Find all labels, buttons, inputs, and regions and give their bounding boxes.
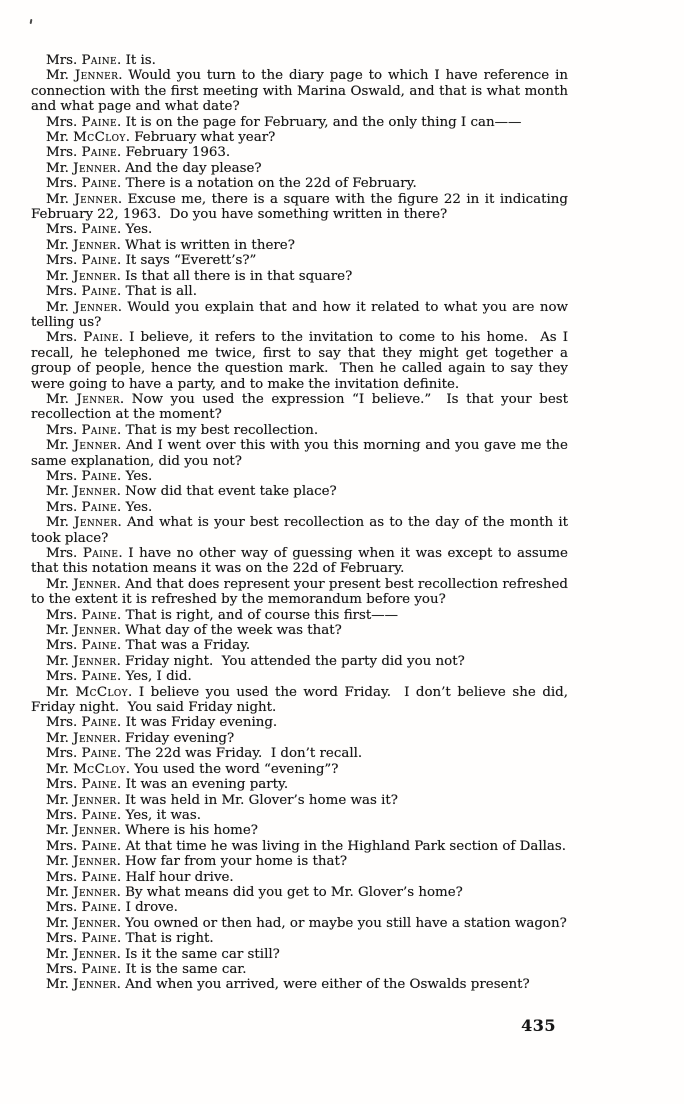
transcript-paragraph <box>31 808 568 823</box>
speaker-label <box>46 669 121 684</box>
speaker-label <box>46 746 121 761</box>
speaker-name: Jenner <box>73 576 117 592</box>
speaker-label <box>46 438 121 453</box>
speaker-label <box>46 330 123 345</box>
speaker-suffix: . <box>117 422 122 438</box>
speaker-prefix: Mr. <box>46 576 69 592</box>
paragraph-text: It was an evening party. <box>125 777 289 793</box>
speaker-label <box>46 885 121 900</box>
speaker-name: Jenner <box>73 160 117 176</box>
transcript-paragraph <box>31 854 568 869</box>
speaker-suffix: . <box>117 669 122 685</box>
paragraph-text: It was held in Mr. Glover’s home was it? <box>125 792 398 808</box>
speaker-suffix: . <box>118 68 123 84</box>
speaker-prefix: Mrs. <box>46 284 78 300</box>
speaker-suffix: . <box>125 761 130 777</box>
speaker-label <box>46 192 122 207</box>
speaker-name: Paine <box>81 715 118 731</box>
speaker-name: Jenner <box>73 268 117 284</box>
paragraph-text: How far from your home is that? <box>125 854 348 870</box>
paragraph-text: That is right, and of course this first—— <box>125 607 399 623</box>
speaker-prefix: Mr. <box>46 299 69 315</box>
page-number: 435 <box>521 1016 556 1035</box>
speaker-suffix: . <box>117 299 122 315</box>
speaker-prefix: Mrs. <box>46 499 78 515</box>
transcript-paragraph <box>31 654 568 669</box>
paragraph-text: Where is his home? <box>125 823 258 839</box>
transcript-paragraph <box>31 269 568 284</box>
transcript <box>31 53 568 993</box>
speaker-prefix: Mr. <box>46 915 69 931</box>
transcript-paragraph <box>31 192 568 223</box>
speaker-name: Paine <box>81 145 118 161</box>
speaker-prefix: Mrs. <box>46 931 78 947</box>
speaker-suffix: . <box>117 253 122 269</box>
speaker-label <box>46 731 121 746</box>
speaker-prefix: Mr. <box>46 268 69 284</box>
transcript-paragraph <box>31 762 568 777</box>
transcript-paragraph <box>31 793 568 808</box>
scan-artifact-mark <box>30 19 33 24</box>
speaker-name: Paine <box>81 638 118 654</box>
speaker-prefix: Mrs. <box>46 222 78 238</box>
speaker-suffix: . <box>116 823 121 839</box>
paragraph-text: I drove. <box>125 900 178 916</box>
speaker-prefix: Mr. <box>46 884 69 900</box>
speaker-prefix: Mrs. <box>46 145 78 161</box>
speaker-prefix: Mr. <box>46 653 69 669</box>
speaker-suffix: . <box>118 330 124 346</box>
speaker-suffix: . <box>117 499 122 515</box>
paragraph-text: What day of the week was that? <box>125 623 342 639</box>
speaker-prefix: Mrs. <box>46 715 78 731</box>
speaker-suffix: . <box>116 160 121 176</box>
speaker-prefix: Mr. <box>46 854 69 870</box>
speaker-label <box>46 423 121 438</box>
transcript-paragraph <box>31 392 568 423</box>
speaker-name: Paine <box>81 176 118 192</box>
speaker-name: Paine <box>81 284 118 300</box>
speaker-prefix: Mr. <box>46 792 69 808</box>
transcript-paragraph <box>31 608 568 623</box>
speaker-name: Paine <box>81 777 118 793</box>
speaker-suffix: . <box>117 114 122 130</box>
speaker-suffix: . <box>116 653 121 669</box>
speaker-prefix: Mrs. <box>46 838 78 854</box>
paragraph-text: Would you explain that and how it related to what you are now telling us? <box>31 299 568 330</box>
speaker-prefix: Mrs. <box>46 961 78 977</box>
paragraph-text: Half hour drive. <box>125 869 234 885</box>
speaker-name: Jenner <box>74 515 118 531</box>
transcript-paragraph <box>31 669 568 684</box>
speaker-prefix: Mr. <box>46 946 69 962</box>
transcript-paragraph <box>31 161 568 176</box>
speaker-label <box>46 962 121 977</box>
paragraph-text: February 1963. <box>125 145 231 161</box>
paragraph-text: Now you used the expression “I believe.” Is that your best recollection at the moment? <box>31 391 568 423</box>
speaker-name: Jenner <box>73 792 117 808</box>
paragraph-text: And I went over this with you this morning and you gave me the same explanation, did you not? <box>31 438 568 469</box>
speaker-name: Paine <box>81 53 118 68</box>
speaker-suffix: . <box>117 715 122 731</box>
paragraph-text: You owned or then had, or maybe you still have a station wagon? <box>125 915 567 931</box>
paragraph-text: Now did that event take place? <box>125 484 337 500</box>
speaker-prefix: Mr. <box>46 438 69 454</box>
speaker-prefix: Mr. <box>46 68 69 84</box>
speaker-suffix: . <box>116 576 121 592</box>
transcript-paragraph <box>31 469 568 484</box>
speaker-name: Paine <box>81 838 118 854</box>
speaker-name: Jenner <box>73 854 117 870</box>
speaker-suffix: . <box>118 546 123 561</box>
paragraph-text: Friday night. You attended the party did you not? <box>125 653 465 669</box>
speaker-label <box>46 608 121 623</box>
transcript-paragraph <box>31 900 568 915</box>
speaker-label <box>46 870 121 885</box>
transcript-paragraph <box>31 685 568 716</box>
speaker-prefix: Mr. <box>46 515 69 531</box>
paragraph-text: Is it the same car still? <box>125 946 280 962</box>
speaker-suffix: . <box>117 638 122 654</box>
speaker-label <box>46 222 121 237</box>
paragraph-text: And when you arrived, were either of the Oswalds present? <box>125 977 530 993</box>
transcript-paragraph <box>31 777 568 792</box>
speaker-prefix: Mrs. <box>46 468 78 484</box>
transcript-paragraph <box>31 916 568 931</box>
speaker-label <box>46 623 121 638</box>
speaker-suffix: . <box>116 915 121 931</box>
paragraph-text: By what means did you get to Mr. Glover’s home? <box>125 884 463 900</box>
transcript-paragraph <box>31 746 568 761</box>
paragraph-text: It says “Everett’s?” <box>125 253 257 269</box>
speaker-suffix: . <box>117 607 122 623</box>
paragraph-text: At that time he was living in the Highland Park section of Dallas. <box>125 838 567 854</box>
speaker-prefix: Mrs. <box>46 777 78 793</box>
speaker-prefix: Mrs. <box>46 253 78 269</box>
speaker-suffix: . <box>117 515 122 531</box>
paragraph-text: Yes. <box>125 468 153 484</box>
transcript-paragraph <box>31 145 568 160</box>
speaker-prefix: Mrs. <box>46 114 78 130</box>
speaker-label <box>46 715 121 730</box>
speaker-label <box>46 854 121 869</box>
speaker-prefix: Mrs. <box>46 869 78 885</box>
transcript-paragraph <box>31 115 568 130</box>
speaker-label <box>46 484 121 499</box>
speaker-prefix: Mr. <box>46 823 69 839</box>
transcript-paragraph <box>31 238 568 253</box>
speaker-name: Paine <box>81 499 118 515</box>
speaker-label <box>46 916 121 931</box>
paragraph-text: That is all. <box>125 284 197 300</box>
speaker-label <box>46 577 121 592</box>
transcript-paragraph <box>31 638 568 653</box>
speaker-label <box>46 900 121 915</box>
speaker-prefix: Mrs. <box>46 546 78 561</box>
speaker-suffix: . <box>125 130 130 146</box>
speaker-name: McCloy <box>73 761 126 777</box>
transcript-paragraph <box>31 130 568 145</box>
speaker-suffix: . <box>117 53 122 68</box>
speaker-suffix: . <box>117 838 122 854</box>
transcript-paragraph <box>31 715 568 730</box>
speaker-suffix: . <box>117 900 122 916</box>
speaker-prefix: Mrs. <box>46 607 78 623</box>
speaker-suffix: . <box>117 468 122 484</box>
transcript-paragraph <box>31 947 568 962</box>
speaker-name: McCloy <box>75 684 128 700</box>
paragraph-text: It is the same car. <box>125 961 247 977</box>
speaker-label <box>46 145 121 160</box>
transcript-paragraph <box>31 515 568 546</box>
transcript-paragraph <box>31 222 568 237</box>
paragraph-text: It was Friday evening. <box>125 715 278 731</box>
speaker-label <box>46 839 121 854</box>
speaker-prefix: Mrs. <box>46 900 78 916</box>
speaker-name: Paine <box>81 746 118 762</box>
speaker-name: Jenner <box>74 191 118 207</box>
speaker-label <box>46 931 121 946</box>
speaker-name: Jenner <box>73 915 117 931</box>
speaker-name: Paine <box>81 114 118 130</box>
speaker-prefix: Mr. <box>46 130 69 146</box>
transcript-paragraph <box>31 484 568 499</box>
paragraph-text: I believe, it refers to the invitation to come to his home. As I recall, he telephoned me twice, first to say that they might get together a group of people, hence the question mark. Then he called again to say they were going to have a party, and to make the invitation definite. <box>31 330 568 392</box>
speaker-suffix: . <box>117 284 122 300</box>
speaker-suffix: . <box>116 268 121 284</box>
speaker-prefix: Mr. <box>46 391 69 407</box>
speaker-name: Paine <box>81 222 118 238</box>
speaker-name: Paine <box>81 961 118 977</box>
speaker-suffix: . <box>116 237 121 253</box>
speaker-name: Jenner <box>73 484 117 500</box>
paragraph-text: That was a Friday. <box>125 638 251 654</box>
speaker-name: Paine <box>81 807 118 823</box>
speaker-label <box>46 392 124 407</box>
paragraph-text: It is on the page for February, and the only thing I can—— <box>125 114 522 130</box>
speaker-prefix: Mrs. <box>46 746 78 762</box>
speaker-name: Paine <box>81 931 118 947</box>
speaker-name: Jenner <box>73 946 117 962</box>
speaker-name: Jenner <box>73 730 117 746</box>
speaker-label <box>46 546 123 561</box>
speaker-suffix: . <box>116 623 121 639</box>
paragraph-text: Excuse me, there is a square with the figure 22 in it indicating February 22, 1963. Do you have something written in there? <box>31 191 568 223</box>
paragraph-text: It is. <box>125 53 156 68</box>
paragraph-text: I believe you used the word Friday. I don’t believe she did, Friday night. You said Friday night. <box>31 684 568 716</box>
speaker-prefix: Mr. <box>46 160 69 176</box>
speaker-label <box>46 685 132 700</box>
paragraph-text: And what is your best recollection as to the day of the month it took place? <box>31 515 568 546</box>
speaker-prefix: Mr. <box>46 977 69 993</box>
speaker-label <box>46 777 121 792</box>
transcript-paragraph <box>31 870 568 885</box>
speaker-label <box>46 269 121 284</box>
speaker-prefix: Mr. <box>46 684 69 700</box>
paragraph-text: Yes. <box>125 222 153 238</box>
speaker-prefix: Mrs. <box>46 669 78 685</box>
paragraph-text: You used the word “evening”? <box>134 761 339 777</box>
speaker-suffix: . <box>117 438 122 454</box>
speaker-name: Paine <box>81 669 118 685</box>
speaker-name: Paine <box>83 330 119 346</box>
speaker-name: Paine <box>81 468 118 484</box>
speaker-suffix: . <box>117 807 122 823</box>
transcript-paragraph <box>31 68 568 114</box>
speaker-name: Jenner <box>73 977 117 993</box>
speaker-name: Jenner <box>73 237 117 253</box>
speaker-name: Jenner <box>73 623 117 639</box>
transcript-paragraph <box>31 253 568 268</box>
transcript-paragraph <box>31 53 568 68</box>
speaker-name: Jenner <box>73 884 117 900</box>
speaker-label <box>46 823 121 838</box>
speaker-prefix: Mr. <box>46 730 69 746</box>
speaker-label <box>46 130 130 145</box>
paragraph-text: Would you turn to the diary page to which I have reference in connection with the first meeting with Marina Oswald, and that is what month and what page and what date? <box>31 68 568 115</box>
speaker-suffix: . <box>116 792 121 808</box>
speaker-name: Jenner <box>74 68 119 84</box>
speaker-label <box>46 300 122 315</box>
transcript-paragraph <box>31 438 568 469</box>
speaker-label <box>46 793 121 808</box>
transcript-paragraph <box>31 731 568 746</box>
paragraph-text: Yes, it was. <box>125 807 202 823</box>
paragraph-text: And that does represent your present best recollection refreshed to the extent it is refreshed by the memorandum before you? <box>31 576 568 608</box>
transcript-paragraph <box>31 284 568 299</box>
paragraph-text: Yes, I did. <box>125 669 192 685</box>
transcript-paragraph <box>31 885 568 900</box>
paragraph-text: And the day please? <box>125 160 262 176</box>
speaker-suffix: . <box>116 730 121 746</box>
speaker-suffix: . <box>116 484 121 500</box>
speaker-suffix: . <box>117 746 122 762</box>
speaker-suffix: . <box>119 391 125 407</box>
speaker-name: Jenner <box>74 299 118 315</box>
speaker-label <box>46 53 121 68</box>
speaker-name: Paine <box>81 900 118 916</box>
speaker-prefix: Mr. <box>46 623 69 639</box>
speaker-label <box>46 469 121 484</box>
paragraph-text: February what year? <box>134 130 276 146</box>
speaker-label <box>46 515 122 530</box>
transcript-paragraph <box>31 500 568 515</box>
speaker-name: Paine <box>82 546 119 561</box>
speaker-label <box>46 253 121 268</box>
speaker-suffix: . <box>117 931 122 947</box>
speaker-name: Paine <box>81 253 118 269</box>
transcript-paragraph <box>31 577 568 608</box>
speaker-name: Jenner <box>73 438 118 454</box>
transcript-paragraph <box>31 839 568 854</box>
paragraph-text: What is written in there? <box>125 237 295 253</box>
speaker-suffix: . <box>117 191 123 207</box>
speaker-name: Paine <box>81 869 118 885</box>
paragraph-text: Yes. <box>125 499 153 515</box>
speaker-name: Paine <box>81 422 118 438</box>
speaker-prefix: Mrs. <box>46 176 78 192</box>
transcript-paragraph <box>31 623 568 638</box>
speaker-label <box>46 238 121 253</box>
speaker-prefix: Mr. <box>46 237 69 253</box>
transcript-paragraph <box>31 176 568 191</box>
speaker-prefix: Mr. <box>46 761 69 777</box>
paragraph-text: There is a notation on the 22d of February. <box>125 176 417 192</box>
speaker-suffix: . <box>117 777 122 793</box>
speaker-suffix: . <box>117 961 122 977</box>
speaker-prefix: Mrs. <box>46 330 78 346</box>
speaker-label <box>46 947 121 962</box>
paragraph-text: That is right. <box>125 931 214 947</box>
paragraph-text: Friday evening? <box>125 730 235 746</box>
speaker-suffix: . <box>117 145 122 161</box>
speaker-label <box>46 176 121 191</box>
speaker-suffix: . <box>117 176 122 192</box>
transcript-paragraph <box>31 931 568 946</box>
transcript-paragraph <box>31 962 568 977</box>
speaker-prefix: Mrs. <box>46 422 78 438</box>
speaker-suffix: . <box>116 977 121 993</box>
transcript-paragraph <box>31 423 568 438</box>
speaker-prefix: Mrs. <box>46 807 78 823</box>
transcript-paragraph <box>31 546 568 577</box>
speaker-suffix: . <box>128 684 133 700</box>
speaker-label <box>46 68 123 83</box>
speaker-prefix: Mrs. <box>46 53 78 68</box>
paragraph-text: The 22d was Friday. I don’t recall. <box>125 746 363 762</box>
speaker-label <box>46 284 121 299</box>
speaker-name: Jenner <box>76 391 120 407</box>
speaker-label <box>46 654 121 669</box>
speaker-prefix: Mr. <box>46 484 69 500</box>
speaker-prefix: Mr. <box>46 191 69 207</box>
transcript-paragraph <box>31 330 568 392</box>
speaker-suffix: . <box>116 884 121 900</box>
paragraph-text: I have no other way of guessing when it was except to assume that this notation means it was on the 22d of February. <box>31 546 568 577</box>
speaker-name: Jenner <box>73 823 117 839</box>
speaker-suffix: . <box>117 222 122 238</box>
speaker-suffix: . <box>116 946 121 962</box>
speaker-label <box>46 977 121 992</box>
paragraph-text: That is my best recollection. <box>125 422 319 438</box>
speaker-label <box>46 500 121 515</box>
paragraph-text: Is that all there is in that square? <box>125 268 353 284</box>
speaker-label <box>46 638 121 653</box>
speaker-suffix: . <box>116 854 121 870</box>
speaker-prefix: Mrs. <box>46 638 78 654</box>
speaker-label <box>46 762 130 777</box>
transcript-paragraph <box>31 823 568 838</box>
speaker-label <box>46 808 121 823</box>
speaker-suffix: . <box>117 869 122 885</box>
speaker-name: Paine <box>81 607 118 623</box>
speaker-label <box>46 161 121 176</box>
speaker-name: Jenner <box>73 653 117 669</box>
speaker-name: McCloy <box>73 130 126 146</box>
transcript-paragraph <box>31 300 568 331</box>
transcript-paragraph <box>31 977 568 992</box>
speaker-label <box>46 115 121 130</box>
